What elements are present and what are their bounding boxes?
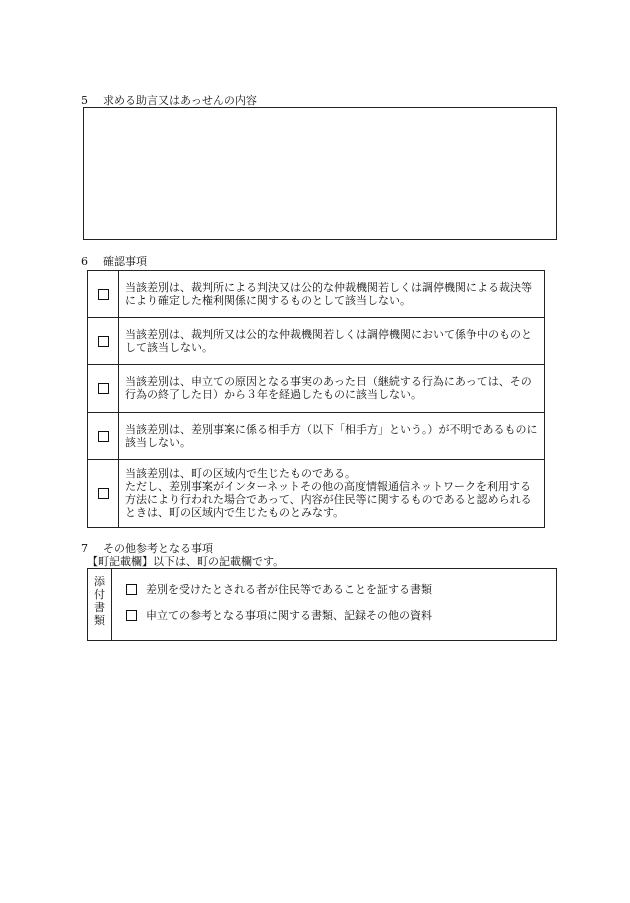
section-5-content-box[interactable] [83,107,557,240]
confirmation-checkbox[interactable] [88,318,119,365]
section-5-heading [81,94,257,107]
checkbox-icon[interactable] [126,610,137,621]
section-7-title: その他参考となる事項 [103,542,213,555]
confirmation-text: 当該差別は、裁判所又は公的な仲裁機関若しくは調停機関において係争中のものとして該当しない。 [119,318,545,365]
section-5-number: 5 [81,94,88,107]
confirmation-row [88,460,545,528]
confirmation-text: 当該差別は、申立ての原因となる事実のあった日（継続する行為にあっては、その行為の終了した日）から３年を経過したものに該当しない。 [119,365,545,413]
confirmation-table [87,270,545,528]
section-7-number: 7 [81,542,88,555]
confirmation-checkbox[interactable] [88,365,119,413]
confirmation-checkbox[interactable] [88,460,119,528]
section-7-heading [81,542,213,555]
attachment-label: 申立ての参考となる事項に関する書類、記録その他の資料 [146,609,432,622]
attachments-box [87,568,557,641]
attachment-item[interactable] [126,609,432,622]
checkbox-icon[interactable] [98,336,109,347]
section-6-number: 6 [81,255,88,268]
confirmation-row [88,271,545,318]
confirmation-checkbox[interactable] [88,413,119,460]
attachments-label-column [88,569,112,640]
section-6-title: 確認事項 [103,255,147,268]
checkbox-icon[interactable] [98,289,109,300]
attachment-item[interactable] [126,583,432,596]
attachment-label: 差別を受けたとされる者が住民等であることを証する書類 [146,583,432,596]
section-5-title: 求める助言又はあっせんの内容 [103,94,257,107]
checkbox-icon[interactable] [98,431,109,442]
checkbox-icon[interactable] [98,488,109,499]
confirmation-row [88,318,545,365]
confirmation-text: 当該差別は、町の区域内で生じたものである。 ただし、差別事案がインターネットその他の高度情報通信ネットワークを利用する方法により行われた場合であって、内容が住民等に関するものであると認められるときは、町の区域内で生じたものとみなす。 [119,460,545,528]
section-6-heading [81,255,147,268]
confirmation-checkbox[interactable] [88,271,119,318]
confirmation-row [88,365,545,413]
town-use-note: 【町記載欄】以下は、町の記載欄です。 [87,555,285,568]
confirmation-text: 当該差別は、差別事案に係る相手方（以下「相手方」という。）が不明であるものに該当しない。 [119,413,545,460]
confirmation-row [88,413,545,460]
attachments-label: 添付書類 [94,575,105,627]
checkbox-icon[interactable] [126,584,137,595]
confirmation-text: 当該差別は、裁判所による判決又は公的な仲裁機関若しくは調停機関による裁決等により確定した権利関係に関するものとして該当しない。 [119,271,545,318]
checkbox-icon[interactable] [98,383,109,394]
